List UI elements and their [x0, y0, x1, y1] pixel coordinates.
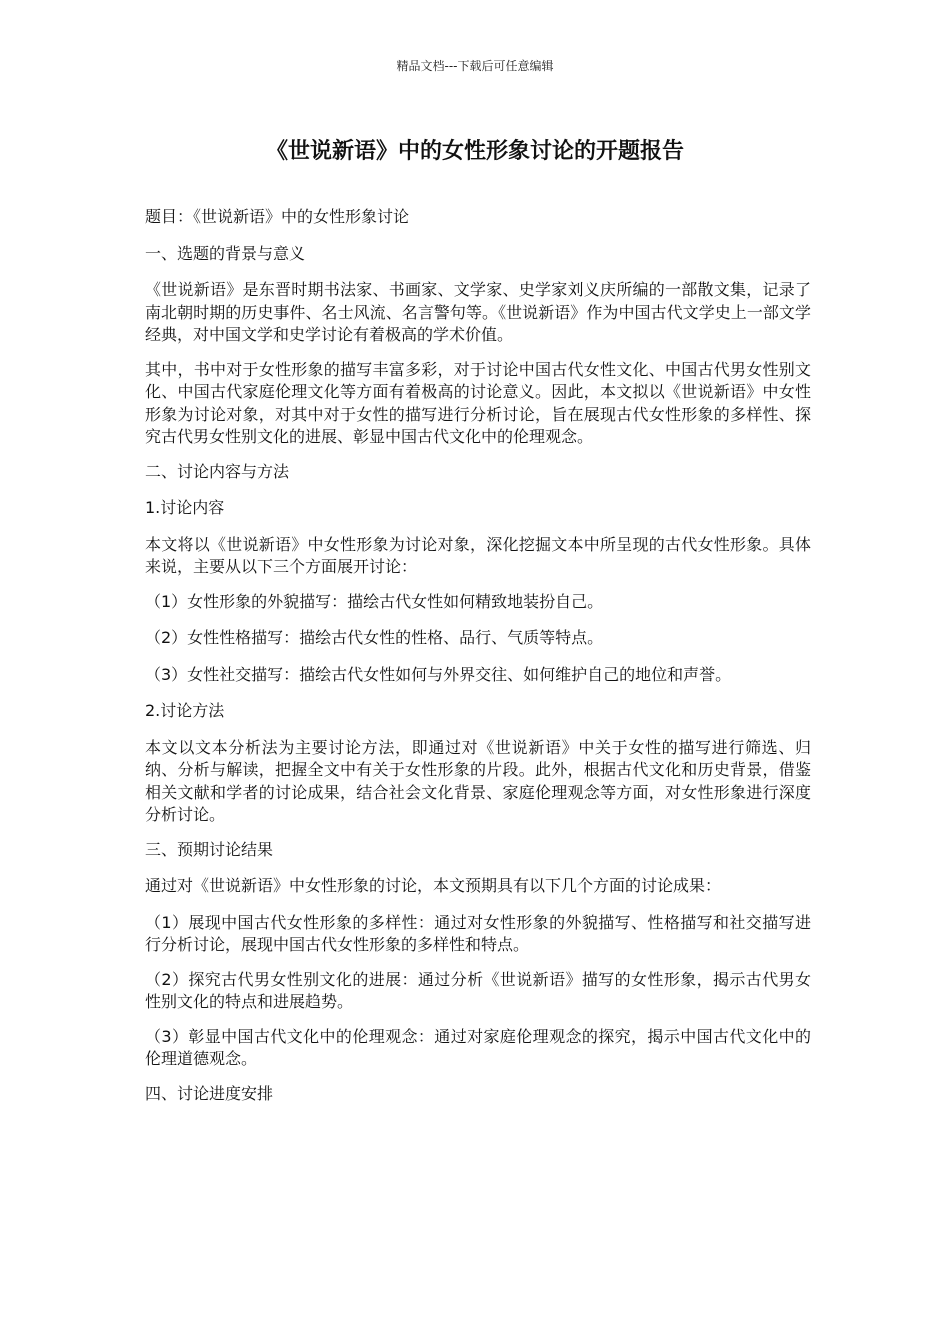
section-heading-background: 一、选题的背景与意义 [145, 243, 306, 263]
section-heading-content-method: 二、讨论内容与方法 [145, 461, 290, 481]
section-heading-schedule: 四、讨论进度安排 [145, 1083, 274, 1103]
header-note: 精品文档---下载后可任意编辑 [396, 59, 554, 73]
document-body [145, 206, 811, 1119]
list-item-result-gender: （2）探究古代男女性别文化的进展：通过分析《世说新语》描写的女性形象，揭示古代男女性别文化的特点和进展趋势。 [145, 969, 811, 1011]
section-heading-expected-results: 三、预期讨论结果 [145, 839, 274, 859]
list-item-result-ethics: （3）彰显中国古代文化中的伦理观念：通过对家庭伦理观念的探究，揭示中国古代文化中的伦理道德观念。 [145, 1026, 811, 1068]
paragraph-background-2: 其中，书中对于女性形象的描写丰富多彩，对于讨论中国古代女性文化、中国古代男女性别文化、中国古代家庭伦理文化等方面有着极高的讨论意义。因此，本文拟以《世说新语》中女性形象为讨论对象，对其中对于女性的描写进行分析讨论，旨在展现古代女性形象的多样性、探究古代男女性别文化的进展、彰显中国古代文化中的伦理观念。 [145, 359, 811, 446]
list-item-result-diversity: （1）展现中国古代女性形象的多样性：通过对女性形象的外貌描写、性格描写和社交描写进行分析讨论，展现中国古代女性形象的多样性和特点。 [145, 912, 811, 954]
topic-line: 题目：《世说新语》中的女性形象讨论 [145, 207, 410, 226]
list-item-appearance: （1）女性形象的外貌描写：描绘古代女性如何精致地装扮自己。 [145, 591, 604, 611]
paragraph-background-1: 《世说新语》是东晋时期书法家、书画家、文学家、史学家刘义庆所编的一部散文集，记录了南北朝时期的历史事件、名士风流、名言警句等。《世说新语》作为中国古代文学史上一部文学经典，对中国文学和史学讨论有着极高的学术价值。 [145, 280, 811, 344]
subheading-method: 2.讨论方法 [145, 701, 225, 720]
list-item-personality: （2）女性性格描写：描绘古代女性的性格、品行、气质等特点。 [145, 628, 604, 647]
list-item-social: （3）女性社交描写：描绘古代女性如何与外界交往、如何维护自己的地位和声誉。 [145, 664, 732, 684]
paragraph-content-intro: 本文将以《世说新语》中女性形象为讨论对象，深化挖掘文本中所呈现的古代女性形象。具体来说，主要从以下三个方面展开讨论： [145, 534, 811, 576]
subheading-content: 1.讨论内容 [145, 498, 225, 517]
document-title: 《世说新语》中的女性形象讨论的开题报告 [265, 139, 684, 164]
paragraph-results-intro: 通过对《世说新语》中女性形象的讨论，本文预期具有以下几个方面的讨论成果： [145, 876, 722, 895]
paragraph-method: 本文以文本分析法为主要讨论方法，即通过对《世说新语》中关于女性的描写进行筛选、归纳、分析与解读，把握全文中有关于女性形象的片段。此外，根据古代文化和历史背景，借鉴相关文献和学者的讨论成果，结合社会文化背景、家庭伦理观念等方面，对女性形象进行深度分析讨论。 [145, 737, 811, 824]
